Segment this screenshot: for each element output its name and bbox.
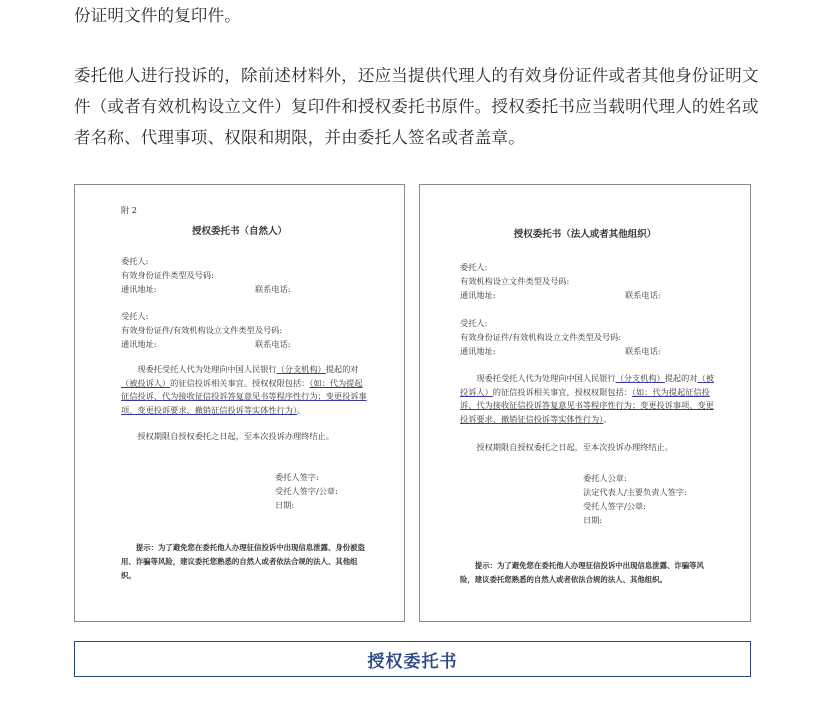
legal-rep-signature-label: 法定代表人/主要负责人签字: xyxy=(583,487,687,497)
agent-signature-label: 受托人签字/公章: xyxy=(583,501,646,511)
blank-branch: （分支机构） xyxy=(615,373,665,383)
principal-address-label: 通讯地址: xyxy=(121,284,157,294)
agent-id-label: 有效身份证件/有效机构设立文件类型及号码: xyxy=(460,332,622,342)
blank-respondent: （被投诉人） xyxy=(121,377,171,388)
blank-respondent: （被投诉人） xyxy=(460,373,714,397)
principal-phone-label: 联系电话: xyxy=(625,290,661,300)
warning-note: 提示：为了避免您在委托他人办理征信投诉中出现信息泄露、身份被盗用、诈骗等风险，建议委托您熟悉的自然人或者依法合规的法人、其他组织。 xyxy=(121,543,365,580)
principal-address-label: 通讯地址: xyxy=(460,290,496,300)
image-caption-box xyxy=(74,641,751,677)
form-title: 授权委托书（自然人） xyxy=(191,226,287,237)
principal-label: 委托人: xyxy=(460,262,488,272)
authorization-period: 授权期限自授权委托之日起，至本次投诉办理终结止。 xyxy=(476,442,673,452)
agent-phone-label: 联系电话: xyxy=(255,339,291,349)
form-image-natural-person xyxy=(74,184,405,622)
date-label: 日期: xyxy=(583,515,603,525)
agent-label: 受托人: xyxy=(460,318,488,328)
principal-phone-label: 联系电话: xyxy=(255,284,291,294)
authorization-body: 现委托受托人代为处理向中国人民银行（分支机构）提起的对（被投诉人）的征信投诉相关事宜，授权权限包括：（如：代为提起征信投诉、代为接收征信投诉答复意见书等程序性行为；变更投诉事项、变更投诉要求、撤销征信投诉等实体性行为）。 xyxy=(460,373,714,424)
principal-id-label: 有效身份证件类型及号码: xyxy=(121,270,214,280)
authorization-scope: （如：代为提起征信投诉、代为接收征信投诉答复意见书等程序性行为；变更投诉事项、变更投诉要求、撤销征信投诉等实体性行为） xyxy=(460,386,714,424)
agent-label: 受托人: xyxy=(121,311,149,321)
article-paragraph-2: 委托他人进行投诉的，除前述材料外，还应当提供代理人的有效身份证件或者其他身份证明文件（或者有效机构设立文件）复印件和授权委托书原件。授权委托书应当载明代理人的姓名或者名称、代理事项、权限和期限，并由委托人签名或者盖章。 xyxy=(74,66,759,147)
agent-address-label: 通讯地址: xyxy=(121,339,157,349)
appendix-label: 附 2 xyxy=(121,205,137,215)
form-image-legal-entity xyxy=(419,184,751,622)
agent-id-label: 有效身份证件/有效机构设立文件类型及号码: xyxy=(121,325,283,335)
authorization-period: 授权期限自授权委托之日起，至本次投诉办理终结止。 xyxy=(137,431,334,441)
agent-signature-label: 受托人签字/公章: xyxy=(275,486,338,496)
blank-branch: （分支机构） xyxy=(276,364,326,374)
date-label: 日期: xyxy=(275,500,295,510)
principal-signature-label: 委托人签字: xyxy=(275,472,319,482)
form-title: 授权委托书（法人或者其他组织） xyxy=(513,229,657,240)
authorization-body: 现委托受托人代为处理向中国人民银行（分支机构）提起的对（被投诉人）的征信投诉相关事宜。授权权限包括：（如：代为提起征信投诉、代为接收征信投诉答复意见书等程序性行为；变更投诉事项、变更投诉要求、撤销征信投诉等实体性行为）。 xyxy=(121,364,367,415)
image-caption: 授权委托书 xyxy=(367,651,458,672)
article-paragraph-1: 份证明文件的复印件。 xyxy=(74,6,241,25)
principal-id-label: 有效机构设立文件类型及号码: xyxy=(460,276,570,286)
principal-label: 委托人: xyxy=(121,256,149,266)
agent-phone-label: 联系电话: xyxy=(625,346,661,356)
warning-note: 提示：为了避免您在委托他人办理征信投诉中出现信息泄露、诈骗等风险，建议委托您熟悉的自然人或者依法合规的法人、其他组织。 xyxy=(460,561,704,584)
agent-address-label: 通讯地址: xyxy=(460,346,496,356)
authorization-scope: （如：代为提起征信投诉、代为接收征信投诉答复意见书等程序性行为；变更投诉事项、变更投诉要求、撤销征信投诉等实体性行为） xyxy=(121,377,367,415)
principal-seal-label: 委托人公章: xyxy=(583,473,627,483)
